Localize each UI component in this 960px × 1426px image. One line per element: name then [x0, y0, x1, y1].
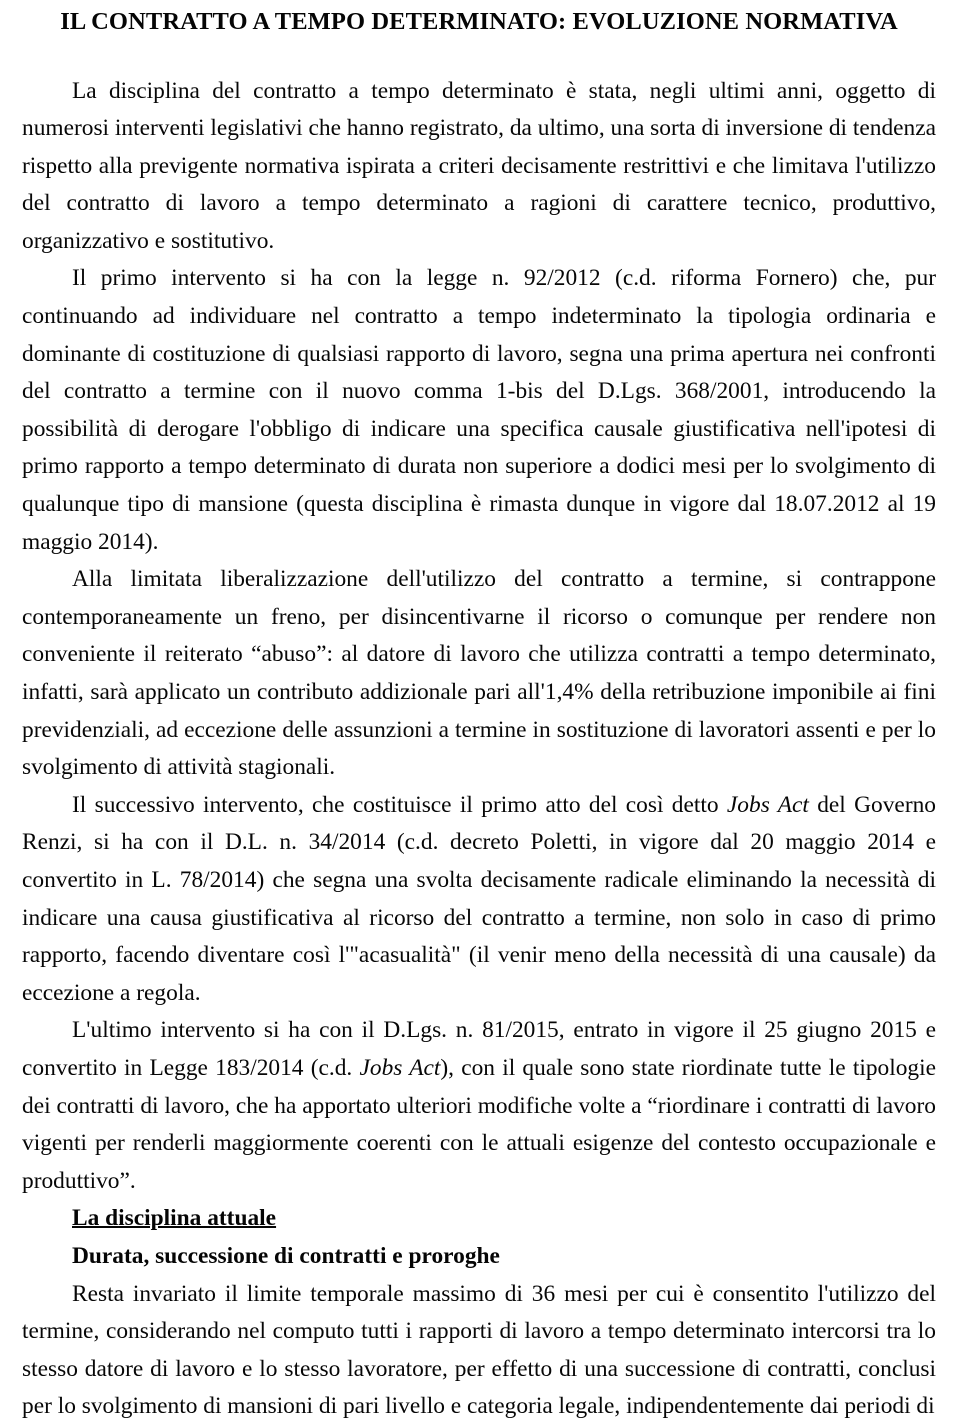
- paragraph-6: Resta invariato il limite temporale massimo di 36 mesi per cui è consentito l'utilizzo del termine, considerando nel computo tutti i rapporti di lavoro a tempo determinato intercorsi tra lo stesso datore di lavoro e lo stesso lavoratore, per effetto di una successione di contratti, conclusi per lo svolgimento di mansioni di pari livello e categoria legale, indipendentemente dai periodi di: [22, 1280, 936, 1420]
- paragraph-4-segment-1: Il successivo intervento, che costituisce il primo atto del così detto: [72, 791, 727, 818]
- paragraph-5-segment-1: L'ultimo intervento si ha con il D.Lgs. n. 81/2015, entrato in vigore il 25 giugno 2015 e convertito in Legge 183/2014 (c.d.: [22, 1017, 936, 1081]
- paragraph-4-italic-jobs-act: Jobs Act: [726, 791, 809, 818]
- paragraph-5-segment-3: ), con il quale sono state riordinate tutte le tipologie dei contratti di lavoro, che ha apportato ulteriori modifiche volte a “riordinare i contratti di lavoro vigenti per renderli maggiormente coerenti con le attuali esigenze del contesto occupazionale e produttivo”.: [22, 1054, 937, 1194]
- paragraph-4: [22, 787, 936, 1013]
- paragraph-5: [22, 1012, 936, 1200]
- subsection-heading: Durata, successione di contratti e proroghe: [72, 1242, 500, 1269]
- document-body: [0, 73, 960, 1426]
- paragraph-1: La disciplina del contratto a tempo determinato è stata, negli ultimi anni, oggetto di numerosi interventi legislativi che hanno registrato, da ultimo, una sorta di inversione di tendenza rispetto alla previgente normativa ispirata a criteri decisamente restrittivi e che limitava l'utilizzo del contratto di lavoro a tempo determinato a ragioni di carattere tecnico, produttivo, organizzativo e sostitutivo.: [22, 77, 936, 254]
- section-heading-text: La disciplina attuale: [72, 1205, 277, 1232]
- section-heading: [22, 1200, 936, 1238]
- paragraph-2: Il primo intervento si ha con la legge n. 92/2012 (c.d. riforma Fornero) che, pur continuando ad individuare nel contratto a tempo indeterminato la tipologia ordinaria e dominante di costituzione di qualsiasi rapporto di lavoro, segna una prima apertura nei confronti del contratto a termine con il nuovo comma 1-bis del D.Lgs. 368/2001, introducendo la possibilità di derogare l'obbligo di indicare una specifica causale giustificativa nell'ipotesi di primo rapporto a tempo determinato di durata non superiore a dodici mesi per lo svolgimento di qualunque tipo di mansione (questa disciplina è rimasta dunque in vigore dal 18.07.2012 al 19 maggio 2014).: [22, 265, 936, 555]
- page-title: IL CONTRATTO A TEMPO DETERMINATO: EVOLUZIONE NORMATIVA: [60, 8, 898, 35]
- paragraph-5-italic-jobs-act: Jobs Act: [359, 1054, 441, 1081]
- paragraph-3: Alla limitata liberalizzazione dell'utilizzo del contratto a termine, si contrappone contemporaneamente un freno, per disincentivarne il ricorso o comunque per rendere non conveniente il reiterato “abuso”: al datore di lavoro che utilizza contratti a tempo determinato, infatti, sarà applicato un contributo addizionale pari all'1,4% della retribuzione imponibile ai fini previdenziali, ad eccezione delle assunzioni a termine in sostituzione di lavoratori assenti e per lo svolgimento di attività stagionali.: [22, 566, 936, 781]
- paragraph-4-segment-3: del Governo Renzi, si ha con il D.L. n. 34/2014 (c.d. decreto Poletti, in vigore dal 20 maggio 2014 e convertito in L. 78/2014) che segna una svolta decisamente radicale eliminando la necessità di indicare una causa giustificativa al ricorso del contratto a termine, non solo in caso di primo rapporto, facendo diventare così l'"acasualità" (il venir meno della necessità di una causale) da eccezione a regola.: [22, 791, 936, 1006]
